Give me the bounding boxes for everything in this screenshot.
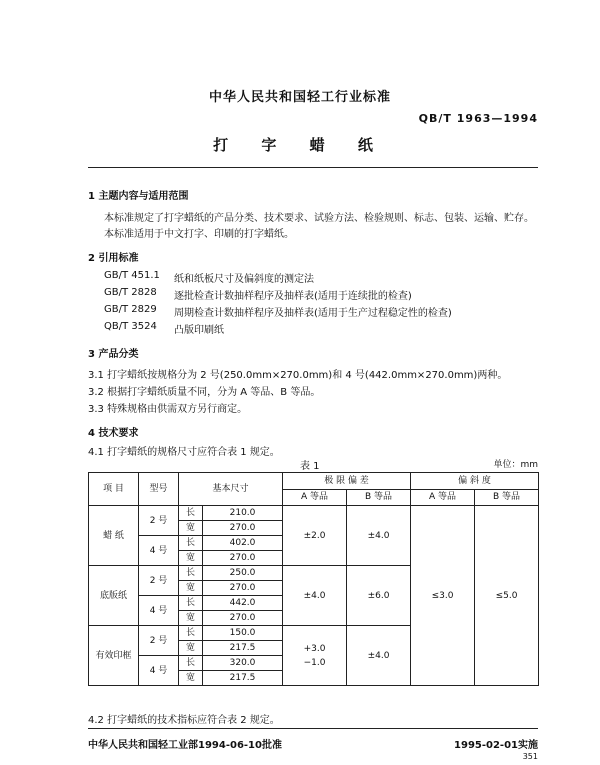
dim-cell: 长 — [179, 596, 203, 611]
header-grade-b: B 等品 — [475, 489, 539, 506]
dim-cell: 长 — [179, 536, 203, 551]
ref-code: GB/T 2828 — [104, 287, 157, 298]
skew-a-cell: ≤3.0 — [411, 506, 475, 686]
dim-cell: 长 — [179, 506, 203, 521]
section4-item1: 4.1 打字蜡纸的规格尺寸应符合表 1 规定。 — [88, 447, 280, 458]
header-divider — [88, 167, 538, 168]
value-cell: 270.0 — [203, 581, 283, 596]
limit-b-cell: ±4.0 — [347, 626, 411, 686]
dim-cell: 长 — [179, 626, 203, 641]
dim-cell: 宽 — [179, 611, 203, 626]
section3-item: 3.3 特殊规格由供需双方另行商定。 — [88, 404, 248, 415]
section3-heading: 3 产品分类 — [88, 349, 139, 360]
header-project: 项 目 — [89, 473, 139, 506]
section4-heading: 4 技术要求 — [88, 428, 139, 439]
table-title: 表 1 — [300, 461, 320, 472]
section1-heading: 1 主题内容与适用范围 — [88, 191, 189, 202]
section1-para2: 本标准适用于中文打字、印刷的打字蜡纸。 — [104, 229, 294, 240]
section3-item: 3.2 根据打字蜡纸质量不同，分为 A 等品、B 等品。 — [88, 387, 321, 398]
limit-b-cell: ±4.0 — [347, 506, 411, 566]
header-grade-a: A 等品 — [411, 489, 475, 506]
value-cell: 217.5 — [203, 641, 283, 656]
model-cell: 4 号 — [139, 596, 179, 626]
model-cell: 4 号 — [139, 656, 179, 686]
dim-cell: 宽 — [179, 581, 203, 596]
header-skew: 偏 斜 度 — [411, 473, 539, 490]
ref-title: 纸和纸板尺寸及偏斜度的测定法 — [174, 274, 314, 285]
limit-b-cell: ±6.0 — [347, 566, 411, 626]
value-cell: 217.5 — [203, 671, 283, 686]
page-number: 351 — [522, 752, 538, 761]
header-limit-deviation: 极 限 偏 差 — [283, 473, 411, 490]
model-cell: 4 号 — [139, 536, 179, 566]
dim-cell: 宽 — [179, 671, 203, 686]
spec-table — [88, 472, 539, 686]
doc-title: 打 字 蜡 纸 — [213, 136, 387, 154]
section1-para1: 本标准规定了打字蜡纸的产品分类、技术要求、试验方法、检验规则、标志、包装、运输、贮存。 — [104, 213, 534, 224]
header-model: 型号 — [139, 473, 179, 506]
limit-a-cell: ±4.0 — [283, 566, 347, 626]
limit-a-lower: −1.0 — [303, 657, 326, 668]
section2-heading: 2 引用标准 — [88, 253, 139, 264]
approval-text: 中华人民共和国轻工业部1994-06-10批准 — [88, 740, 282, 751]
value-cell: 250.0 — [203, 566, 283, 581]
value-cell: 270.0 — [203, 521, 283, 536]
ref-code: GB/T 451.1 — [104, 270, 160, 281]
limit-a-upper: +3.0 — [303, 643, 326, 654]
section4-item2: 4.2 打字蜡纸的技术指标应符合表 2 规定。 — [88, 715, 280, 726]
dim-cell: 宽 — [179, 551, 203, 566]
section3-item: 3.1 打字蜡纸按规格分为 2 号(250.0mm×270.0mm)和 4 号(442.0mm×270.0mm)两种。 — [88, 370, 508, 381]
value-cell: 270.0 — [203, 551, 283, 566]
value-cell: 270.0 — [203, 611, 283, 626]
dim-cell: 长 — [179, 656, 203, 671]
group-name: 有效印框 — [89, 626, 139, 686]
group-name: 蜡 纸 — [89, 506, 139, 566]
model-cell: 2 号 — [139, 506, 179, 536]
skew-b-cell: ≤5.0 — [475, 506, 539, 686]
dim-cell: 长 — [179, 566, 203, 581]
footer-divider — [88, 728, 538, 729]
model-cell: 2 号 — [139, 626, 179, 656]
value-cell: 320.0 — [203, 656, 283, 671]
ref-code: GB/T 2829 — [104, 304, 157, 315]
table-unit: 单位：mm — [493, 460, 538, 470]
value-cell: 442.0 — [203, 596, 283, 611]
header-grade-b: B 等品 — [347, 489, 411, 506]
ref-code: QB/T 3524 — [104, 321, 157, 332]
dim-cell: 宽 — [179, 521, 203, 536]
org-title: 中华人民共和国轻工行业标准 — [208, 90, 391, 105]
model-cell: 2 号 — [139, 566, 179, 596]
ref-title: 凸版印刷纸 — [174, 325, 224, 336]
limit-a-cell — [283, 626, 347, 686]
value-cell: 210.0 — [203, 506, 283, 521]
header-base-size: 基本尺寸 — [179, 473, 283, 506]
implementation-text: 1995-02-01实施 — [454, 740, 538, 751]
value-cell: 150.0 — [203, 626, 283, 641]
standard-code: QB/T 1963—1994 — [418, 112, 538, 125]
header-grade-a: A 等品 — [283, 489, 347, 506]
group-name: 底版纸 — [89, 566, 139, 626]
value-cell: 402.0 — [203, 536, 283, 551]
ref-title: 周期检查计数抽样程序及抽样表(适用于生产过程稳定性的检查) — [174, 308, 452, 319]
limit-a-cell: ±2.0 — [283, 506, 347, 566]
dim-cell: 宽 — [179, 641, 203, 656]
ref-title: 逐批检查计数抽样程序及抽样表(适用于连续批的检查) — [174, 291, 412, 302]
